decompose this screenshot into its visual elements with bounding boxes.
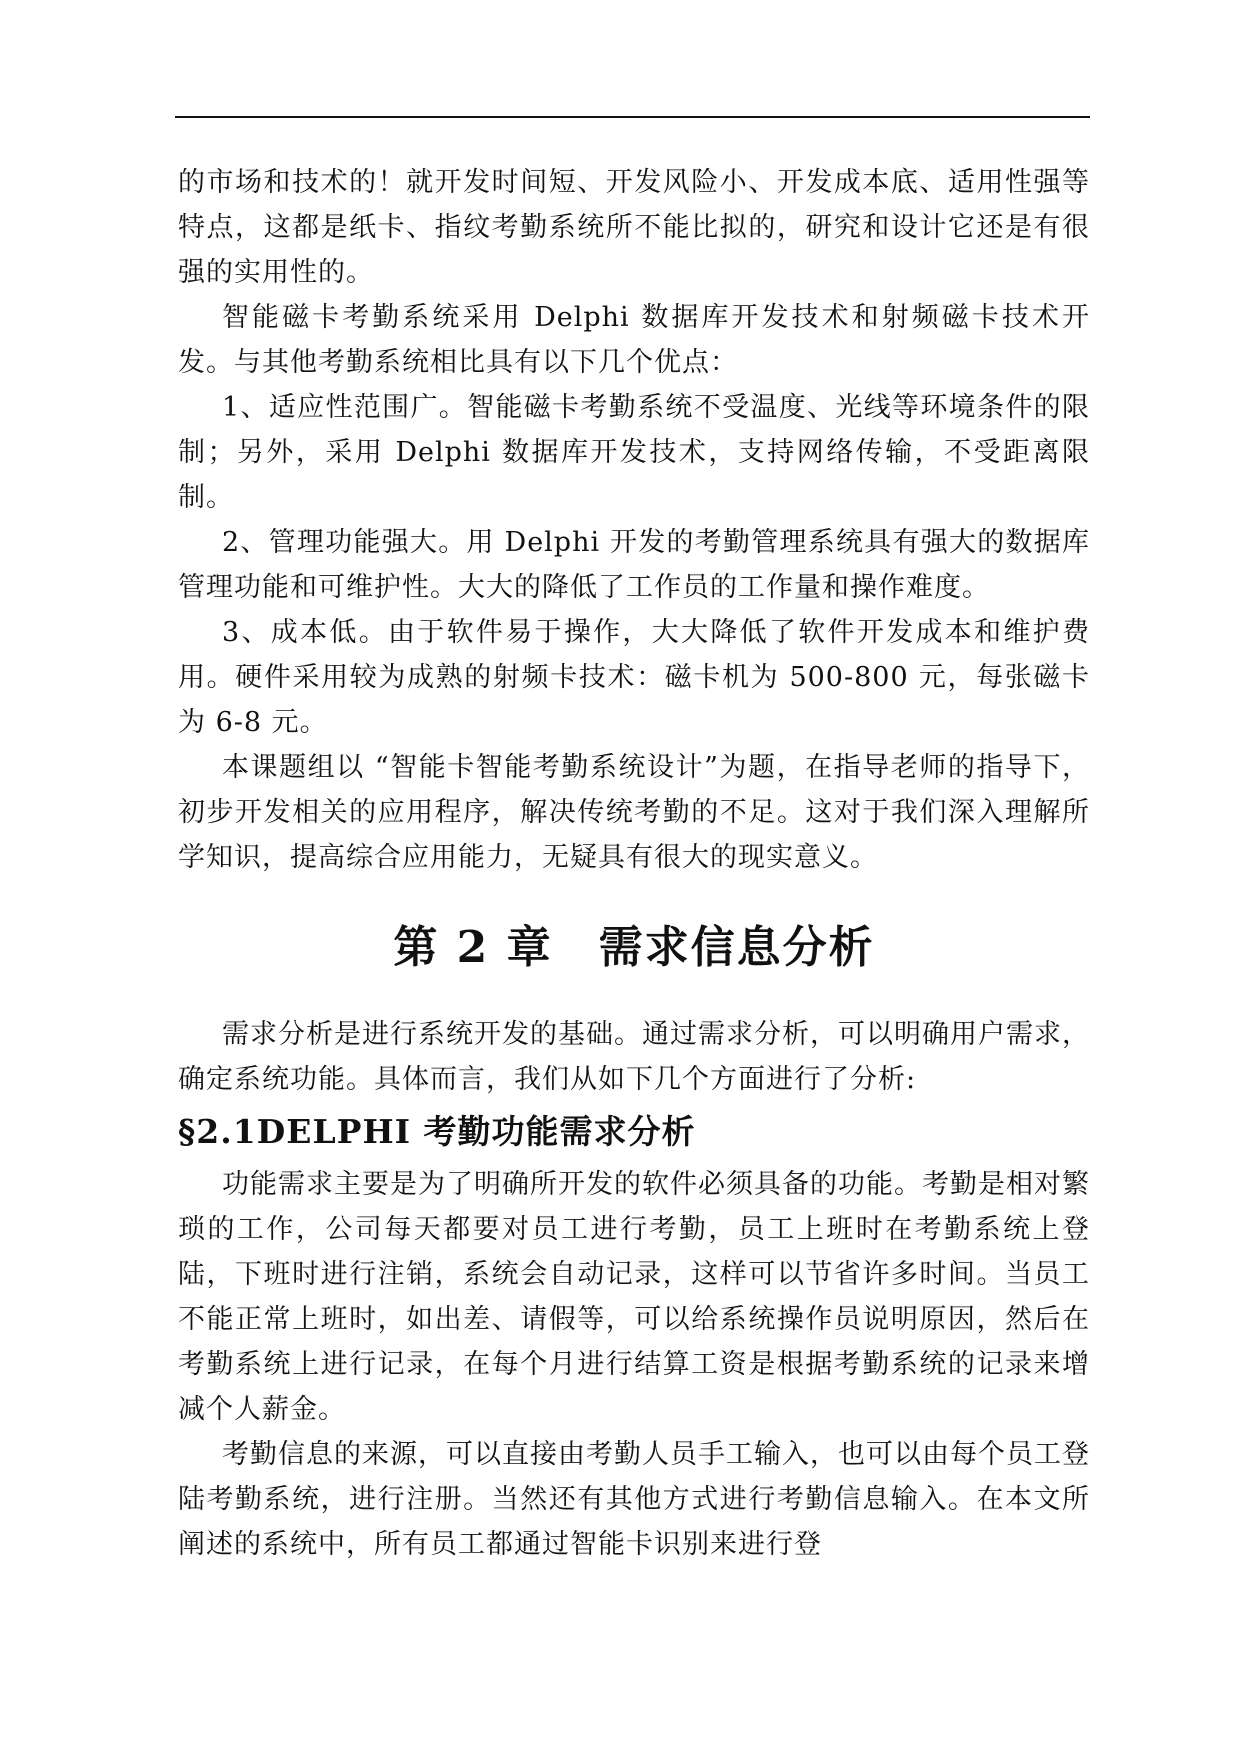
section-title: §2.1DELPHI 考勤功能需求分析 — [178, 1112, 696, 1151]
paragraph-advantage-1: 1、适应性范围广。智能磁卡考勤系统不受温度、光线等环境条件的限制；另外，采用 Delphi 数据库开发技术，支持网络传输，不受距离限制。 — [178, 392, 1090, 513]
paragraph-intro-continuation: 的市场和技术的！就开发时间短、开发风险小、开发成本底、适用性强等特点，这都是纸卡、指纹考勤系统所不能比拟的，研究和设计它还是有很强的实用性的。 — [178, 167, 1090, 288]
chapter-title: 第 2 章 需求信息分析 — [393, 922, 875, 973]
paragraph-chapter-intro: 需求分析是进行系统开发的基础。通过需求分析，可以明确用户需求，确定系统功能。具体而言，我们从如下几个方面进行了分析: — [178, 1019, 1090, 1095]
header-rule — [175, 116, 1090, 118]
document-body — [178, 160, 1090, 1567]
paragraph-attendance-source: 考勤信息的来源，可以直接由考勤人员手工输入，也可以由每个员工登陆考勤系统，进行注册。当然还有其他方式进行考勤信息输入。在本文所阐述的系统中，所有员工都通过智能卡识别来进行登 — [178, 1439, 1090, 1560]
paragraph-advantage-3: 3、成本低。由于软件易于操作，大大降低了软件开发成本和维护费用。硬件采用较为成熟的射频卡技术：磁卡机为 500-800 元，每张磁卡为 6-8 元。 — [178, 617, 1090, 738]
paragraph-functional-requirements: 功能需求主要是为了明确所开发的软件必须具备的功能。考勤是相对繁琐的工作，公司每天都要对员工进行考勤，员工上班时在考勤系统上登陆，下班时进行注销，系统会自动记录，这样可以节省许多时间。当员工不能正常上班时，如出差、请假等，可以给系统操作员说明原因，然后在考勤系统上进行记录，在每个月进行结算工资是根据考勤系统的记录来增减个人薪金。 — [178, 1169, 1090, 1425]
paragraph-system-overview: 智能磁卡考勤系统采用 Delphi 数据库开发技术和射频磁卡技术开发。与其他考勤系统相比具有以下几个优点： — [178, 302, 1090, 378]
paragraph-advantage-2: 2、管理功能强大。用 Delphi 开发的考勤管理系统具有强大的数据库管理功能和可维护性。大大的降低了工作员的工作量和操作难度。 — [178, 527, 1090, 603]
paragraph-project-significance: 本课题组以 “智能卡智能考勤系统设计”为题，在指导老师的指导下，初步开发相关的应用程序，解决传统考勤的不足。这对于我们深入理解所学知识，提高综合应用能力，无疑具有很大的现实意义。 — [178, 752, 1090, 873]
